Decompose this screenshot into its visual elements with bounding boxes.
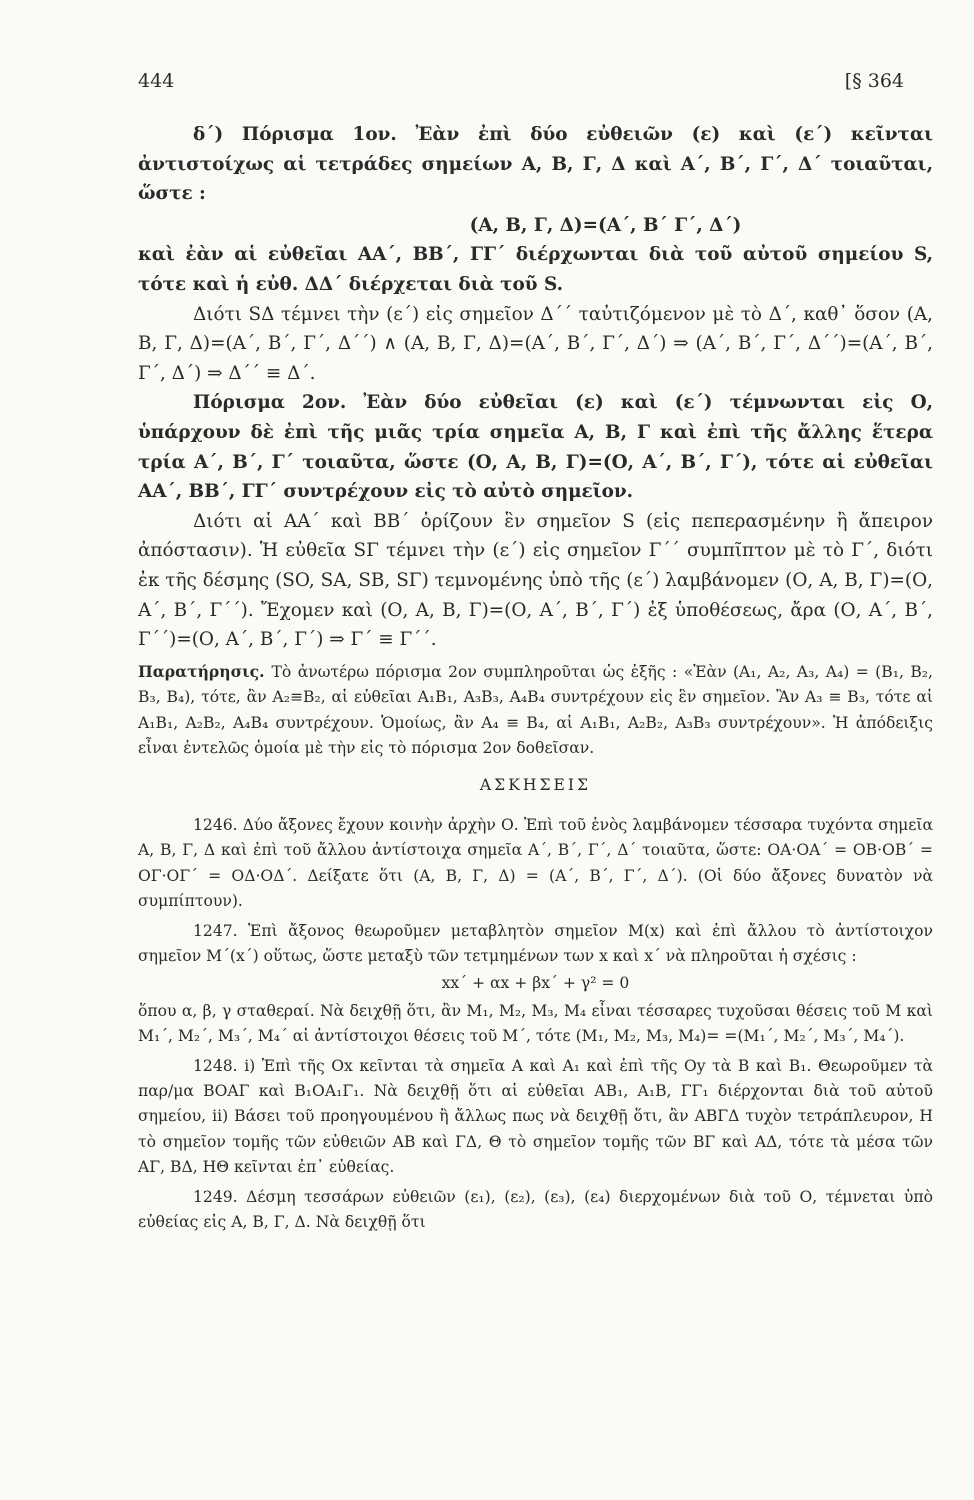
exercise-1249: 1249. Δέσμη τεσσάρων εὐθειῶν (ε₁), (ε₂), (ε₃), (ε₄) διερχομένων διὰ τοῦ Ο, τέμνεται ὑπὸ εὐθείας εἰς Α, Β, Γ, Δ. Νὰ δειχθῇ ὅτι bbox=[138, 1187, 933, 1231]
corollary-1 bbox=[138, 120, 933, 209]
exercise-1248: 1248. i) Ἐπὶ τῆς Οx κεῖνται τὰ σημεῖα Α καὶ Α₁ καὶ ἐπὶ τῆς Οy τὰ Β καὶ Β₁. Θεωροῦμεν τὰ παρ/μα ΒΟΑΓ καὶ Β₁ΟΑ₁Γ₁. Νὰ δειχθῇ ὅτι αἱ εὐθεῖαι ΑΒ₁, Α₁Β, ΓΓ₁ διέρχονται διὰ τοῦ αὐτοῦ σημείου, ii) Βάσει τοῦ προηγουμένου ἢ ἄλλως πως νὰ δειχθῇ ὅτι, ἂν ΑΒΓΔ τυχὸν τετράπλευρον, Η τὸ σημεῖον τομῆς τῶν εὐθειῶν ΑΒ καὶ ΓΔ, Θ τὸ σημεῖον τομῆς τῶν ΒΓ καὶ ΑΔ, τότε τὰ μέσα τῶν ΑΓ, ΒΔ, ΗΘ κεῖνται ἐπ᾿ εὐθείας. bbox=[138, 1056, 933, 1177]
page-content bbox=[138, 120, 933, 1235]
exercise-1247-continued: ὅπου α, β, γ σταθεραί. Νὰ δειχθῇ ὅτι, ἂν Μ₁, Μ₂, Μ₃, Μ₄ εἶναι τέσσαρες τυχοῦσαι θέσεις τοῦ Μ καὶ Μ₁΄, Μ₂΄, Μ₃΄, Μ₄΄ αἱ ἀντίστοιχοι θέσεις τοῦ Μ΄, τότε (Μ₁, Μ₂, Μ₃, Μ₄)= =(Μ₁΄, Μ₂΄, Μ₃΄, Μ₄΄). bbox=[138, 1001, 933, 1046]
remark bbox=[138, 659, 933, 762]
exercise-1247: 1247. Ἐπὶ ἄξονος θεωροῦμεν μεταβλητὸν σημεῖον Μ(x) καὶ ἐπὶ ἄλλου τὸ ἀντίστοιχον σημεῖον Μ΄(x΄) οὕτως, ὥστε μεταξὺ τῶν τετμημένων των x καὶ x΄ νὰ πληροῦται ἡ σχέσις : bbox=[138, 921, 933, 965]
corollary-1-formula: (Α, Β, Γ, Δ)=(Α΄, Β΄ Γ΄, Δ΄) bbox=[469, 214, 742, 236]
proof-2: Διότι αἱ ΑΑ΄ καὶ ΒΒ΄ ὁρίζουν ἓν σημεῖον S (εἰς πεπερασμένην ἢ ἄπειρον ἀπόστασιν). Ἡ εὐθεῖα SΓ τέμνει τὴν (ε΄) εἰς σημεῖον Γ΄΄ συμπῖπτον μὲ τὸ Γ΄, διότι ἐκ τῆς δέσμης (SO, SA, SB, SΓ) τεμνομένης ὑπὸ τῆς (ε΄) λαμβάνομεν (Ο, Α, Β, Γ)=(Ο, Α΄, Β΄, Γ΄΄). Ἔχομεν καὶ (Ο, Α, Β, Γ)=(Ο, Α΄, Β΄, Γ΄) ἐξ ὑποθέσεως, ἄρα (Ο, Α΄, Β΄, Γ΄΄)=(Ο, Α΄, Β΄, Γ΄) ⇒ Γ΄ ≡ Γ΄΄. bbox=[138, 510, 933, 651]
remark-text: Τὸ ἀνωτέρω πόρισμα 2ον συμπληροῦται ὡς ἑξῆς : «Ἐὰν (Α₁, Α₂, Α₃, Α₄) = (Β₁, Β₂, Β₃, Β₄), τότε, ἂν Α₂≡Β₂, αἱ εὐθεῖαι Α₁Β₁, Α₃Β₃, Α₄Β₄ συντρέχουν εἰς ἓν σημεῖον. Ἂν Α₃ ≡ Β₃, τότε αἱ Α₁Β₁, Α₂Β₂, Α₄Β₄ συντρέχουν. Ὁμοίως, ἂν Α₄ ≡ Β₄, αἱ Α₁Β₁, Α₂Β₂, Α₃Β₃ συντρέχουν». Ἡ ἀπόδειξις εἶναι ἐντελῶς ὁμοία μὲ τὴν εἰς τὸ πόρισμα 2ον δοθεῖσαν. bbox=[138, 662, 934, 757]
exercise-1246: 1246. Δύο ἄξονες ἔχουν κοινὴν ἀρχὴν Ο. Ἐπὶ τοῦ ἑνὸς λαμβάνομεν τέσσαρα τυχόντα σημεῖα Α, Β, Γ, Δ καὶ ἐπὶ τοῦ ἄλλου ἀντίστοιχα σημεῖα Α΄, Β΄, Γ΄, Δ΄ τοιαῦτα, ὥστε: ΟΑ·ΟΑ΄ = ΟΒ·ΟΒ΄ = ΟΓ·ΟΓ΄ = ΟΔ·ΟΔ΄. Δείξατε ὅτι (Α, Β, Γ, Δ) = (Α΄, Β΄, Γ΄, Δ΄). (Οἱ δύο ἄξονες δυνατὸν νὰ συμπίπτουν). bbox=[138, 815, 933, 911]
section-reference: [§ 364 bbox=[844, 70, 904, 92]
corollary-2-title: Πόρισμα 2ον. bbox=[193, 392, 364, 414]
page-number: 444 bbox=[138, 70, 175, 92]
corollary-2 bbox=[138, 388, 933, 506]
corollary-1-text: Ἐὰν ἐπὶ δύο εὐθειῶν (ε) καὶ (ε΄) κεῖνται ἀντιστοίχως αἱ τετράδες σημείων Α, Β, Γ, Δ καὶ Α΄, Β΄, Γ΄, Δ΄ τοιαῦται, ὥστε : bbox=[138, 124, 933, 205]
exercise-1247-formula: xx΄ + αx + βx΄ + γ² = 0 bbox=[441, 974, 630, 993]
remark-title: Παρατήρησις. bbox=[138, 661, 272, 681]
proof-1: Διότι SΔ τέμνει τὴν (ε΄) εἰς σημεῖον Δ΄΄ ταὐτιζόμενον μὲ τὸ Δ΄, καθ᾿ ὅσον (Α, Β, Γ, Δ)=(Α΄, Β΄, Γ΄, Δ΄΄) ∧ (Α, Β, Γ, Δ)=(Α΄, Β΄, Γ΄, Δ΄) ⇒ (Α΄, Β΄, Γ΄, Δ΄΄)=(Α΄, Β΄, Γ΄, Δ΄) ⇒ Δ΄΄ ≡ Δ΄. bbox=[138, 303, 933, 384]
page-header bbox=[138, 70, 904, 92]
corollary-2-text: Ἐὰν δύο εὐθεῖαι (ε) καὶ (ε΄) τέμνωνται εἰς Ο, ὑπάρχουν δὲ ἐπὶ τῆς μιᾶς τρία σημεῖα Α, Β, Γ καὶ ἐπὶ τῆς ἄλλης ἕτερα τρία Α΄, Β΄, Γ΄ τοιαῦτα, ὥστε (Ο, Α, Β, Γ)=(Ο, Α΄, Β΄, Γ΄), τότε αἱ εὐθεῖαι ΑΑ΄, ΒΒ΄, ΓΓ΄ συντρέχουν εἰς τὸ αὐτὸ σημεῖον. bbox=[138, 392, 933, 503]
corollary-1-title: δ΄) Πόρισμα 1ον. bbox=[193, 124, 416, 145]
corollary-1-text-2: καὶ ἐὰν αἱ εὐθεῖαι ΑΑ΄, ΒΒ΄, ΓΓ΄ διέρχωνται διὰ τοῦ αὐτοῦ σημείου S, τότε καὶ ἡ εὐθ. ΔΔ΄ διέρχεται διὰ τοῦ S. bbox=[138, 244, 933, 295]
exercises-heading: ΑΣΚΗΣΕΙΣ bbox=[479, 776, 592, 795]
